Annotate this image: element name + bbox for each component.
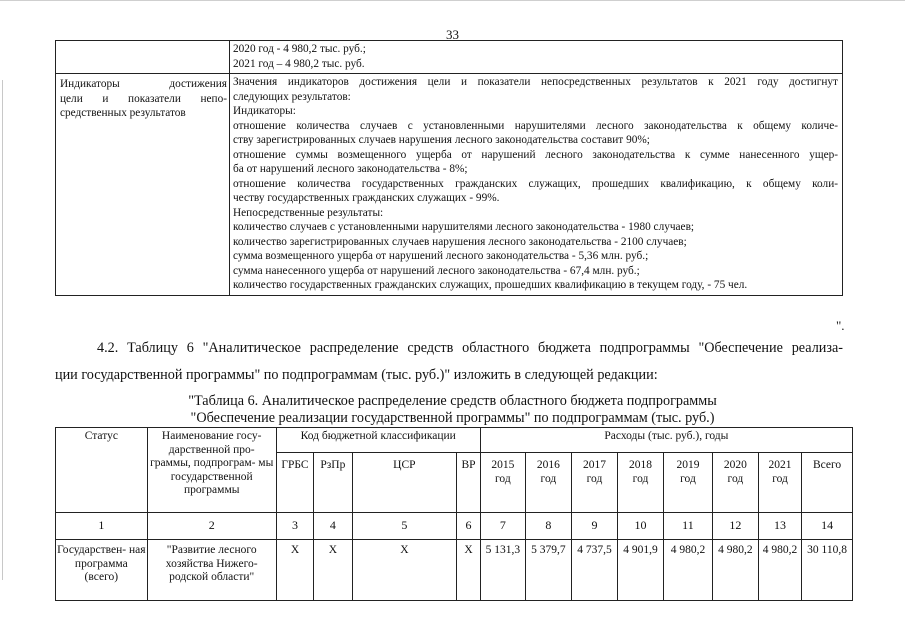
indicators-line: Индикаторы: xyxy=(233,105,296,117)
column-number: 1 xyxy=(56,513,148,540)
closing-quote: ". xyxy=(836,318,845,333)
row-program-name: "Развитие лесного хозяйства Нижего- родской области" xyxy=(147,540,276,601)
total-header: Всего xyxy=(802,453,853,513)
year-header-2019: 2019 год xyxy=(664,453,713,513)
indicators-line: количество случаев с установленными нарушителями лесного законодательства - 1980 случаев; xyxy=(233,221,695,233)
column-number: 14 xyxy=(802,513,853,540)
indicators-label-cell xyxy=(56,74,230,296)
indicators-line: следующих результатов: xyxy=(233,90,351,103)
table-row xyxy=(56,540,853,601)
indicators-line: Значения индикаторов достижения цели и показатели непосредственных результатов к 2021 году достигнут xyxy=(233,76,838,88)
row-value-2015: 5 131,3 xyxy=(480,540,525,601)
indicators-line: ба от нарушений лесного законодательства - 8%; xyxy=(233,163,468,175)
scan-top-line xyxy=(0,0,905,1)
code-header-rzpr: РзПр xyxy=(314,453,352,513)
year-header-2015: 2015 год xyxy=(480,453,525,513)
status-header: Статус xyxy=(56,428,148,513)
amendment-paragraph-line-1: 4.2. Таблицу 6 "Аналитическое распределение средств областного бюджета подпрограммы "Обеспечение реализа- xyxy=(97,340,843,356)
row-value-2016: 5 379,7 xyxy=(525,540,571,601)
indicators-label-line: средственных результатов xyxy=(60,107,186,119)
year-header-2016: 2016 год xyxy=(525,453,571,513)
indicators-label-line: Индикаторы достижения xyxy=(60,78,227,90)
indicators-text-cell xyxy=(230,74,843,296)
row-code-vr: X xyxy=(457,540,481,601)
funding-line: 2021 год – 4 980,2 тыс. руб. xyxy=(233,57,365,70)
budget-code-header: Код бюджетной классификации xyxy=(276,428,480,453)
header-row-1 xyxy=(56,428,853,453)
row-code-grbs: X xyxy=(276,540,314,601)
column-number: 12 xyxy=(712,513,758,540)
column-number: 11 xyxy=(664,513,713,540)
program-name-header: Наименование госу- дарственной про- граммы, подпрограм- мы государственной программы xyxy=(147,428,276,513)
year-header-2017: 2017 год xyxy=(571,453,617,513)
column-number: 5 xyxy=(352,513,457,540)
indicators-line: ству зарегистрированных случаев нарушения лесного законодательства составит 90%; xyxy=(233,134,650,146)
column-number: 13 xyxy=(758,513,801,540)
indicators-line: отношение количества государственных гражданских служащих, прошедших квалификацию, к общему коли- xyxy=(233,177,838,190)
code-header-vr: ВР xyxy=(457,453,481,513)
row-status: Государствен- ная программа (всего) xyxy=(56,540,148,601)
column-number: 4 xyxy=(314,513,352,540)
scan-left-edge xyxy=(2,80,3,580)
code-header-csr: ЦСР xyxy=(352,453,457,513)
indicators-line: честву государственных гражданских служащих - 99%. xyxy=(233,192,500,204)
indicators-line: количество зарегистрированных случаев нарушения лесного законодательства - 2100 случаев; xyxy=(233,235,687,248)
expenses-header: Расходы (тыс. руб.), годы xyxy=(480,428,852,453)
column-number: 8 xyxy=(525,513,571,540)
indicators-line: сумма возмещенного ущерба от нарушений лесного законодательства - 5,36 млн. руб.; xyxy=(233,250,649,262)
column-number: 3 xyxy=(276,513,314,540)
indicators-row xyxy=(56,74,843,296)
row-value-2020: 4 980,2 xyxy=(712,540,758,601)
indicators-line: отношение количества случаев с установленными нарушителями лесного законодательства к общему количе- xyxy=(233,119,838,132)
row-value-2019: 4 980,2 xyxy=(664,540,713,601)
indicators-line: отношение суммы возмещенного ущерба от нарушений лесного законодательства к сумме нанесенного ущер- xyxy=(233,148,838,161)
indicators-line: сумма нанесенного ущерба от нарушений лесного законодательства - 67,4 млн. руб.; xyxy=(233,264,640,277)
year-header-2020: 2020 год xyxy=(712,453,758,513)
year-header-2021: 2021 год xyxy=(758,453,801,513)
row-value-total: 30 110,8 xyxy=(802,540,853,601)
year-header-2018: 2018 год xyxy=(617,453,663,513)
indicators-line: Непосредственные результаты: xyxy=(233,206,384,219)
program-passport-table xyxy=(55,40,843,296)
table-caption-line-1: "Таблица 6. Аналитическое распределение средств областного бюджета подпрограммы xyxy=(188,393,717,409)
page-number: 33 xyxy=(446,27,459,42)
row-value-2018: 4 901,9 xyxy=(617,540,663,601)
column-number: 10 xyxy=(617,513,663,540)
column-number-row xyxy=(56,513,853,540)
column-number: 7 xyxy=(480,513,525,540)
column-number: 2 xyxy=(147,513,276,540)
row-value-2021: 4 980,2 xyxy=(758,540,801,601)
amendment-paragraph-line-2: ции государственной программы" по подпрограммам (тыс. руб.)" изложить в следующей редакции: xyxy=(55,367,658,383)
column-number: 6 xyxy=(457,513,481,540)
column-number: 9 xyxy=(571,513,617,540)
code-header-grbs: ГРБС xyxy=(276,453,314,513)
indicators-line: количество государственных гражданских служащих, прошедших квалификацию в текущем году, - 75 чел. xyxy=(233,279,748,291)
indicators-label-line: цели и показатели непо- xyxy=(60,92,227,105)
funding-line: 2020 год - 4 980,2 тыс. руб.; xyxy=(233,43,366,55)
row-code-csr: X xyxy=(352,540,457,601)
table-caption-line-2: "Обеспечение реализации государственной программы" по подпрограммам (тыс. руб.) xyxy=(190,410,715,426)
funding-row-left-cell xyxy=(56,41,230,74)
funding-row xyxy=(56,41,843,74)
row-code-rzpr: X xyxy=(314,540,352,601)
funding-row-right-cell xyxy=(230,41,843,74)
row-value-2017: 4 737,5 xyxy=(571,540,617,601)
budget-distribution-table xyxy=(55,427,853,601)
